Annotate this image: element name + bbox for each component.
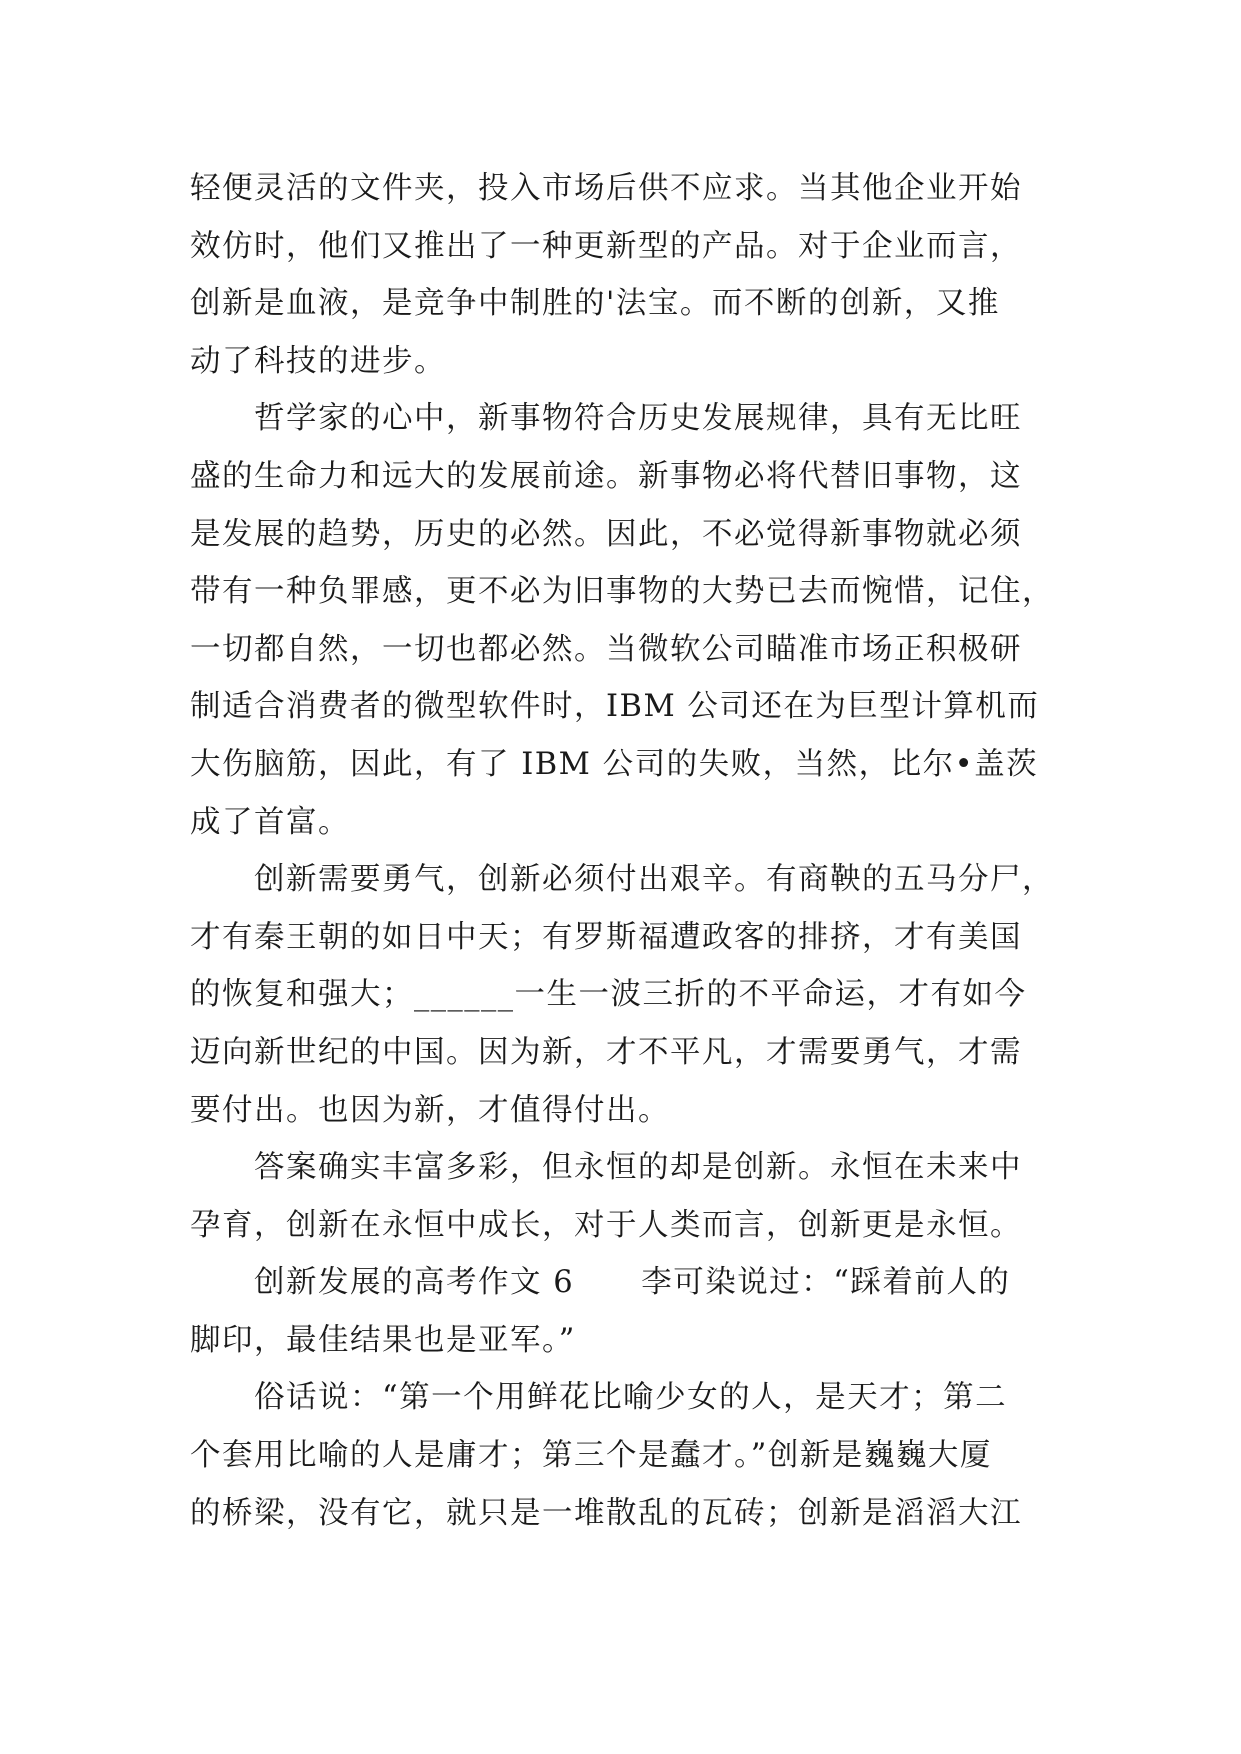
text-line: 迈向新世纪的中国。因为新，才不平凡，才需要勇气，才需 <box>190 1034 1022 1070</box>
text-line: 效仿时，他们又推出了一种更新型的产品。对于企业而言， <box>190 228 1022 264</box>
paragraph <box>190 1254 1070 1369</box>
text-line: 大伤脑筋，因此，有了 IBM 公司的失败，当然，比尔•盖茨 <box>190 746 1039 782</box>
text-line: 的恢复和强大；______一生一波三折的不平命运，才有如今 <box>190 977 1027 1013</box>
paragraph <box>190 1369 1070 1542</box>
text-line: 才有秦王朝的如日中天；有罗斯福遭政客的排挤，才有美国 <box>190 919 1022 955</box>
text-line: 要付出。也因为新，才值得付出。 <box>190 1092 670 1128</box>
text-line: 脚印，最佳结果也是亚军。” <box>190 1322 576 1358</box>
paragraph <box>190 160 1070 390</box>
text-line: 盛的生命力和远大的发展前途。新事物必将代替旧事物，这 <box>190 458 1022 494</box>
paragraph <box>190 1139 1070 1254</box>
text-line: 的桥梁，没有它，就只是一堆散乱的瓦砖；创新是滔滔大江 <box>190 1495 1022 1531</box>
text-line: 是发展的趋势，历史的必然。因此，不必觉得新事物就必须 <box>190 516 1022 552</box>
text-line: 创新发展的高考作文 6 李可染说过：“踩着前人的 <box>254 1265 1011 1301</box>
paragraph <box>190 851 1070 1139</box>
text-line: 带有一种负罪感，更不必为旧事物的大势已去而惋惜，记住， <box>190 574 1054 610</box>
text-line: 孕育，创新在永恒中成长，对于人类而言，创新更是永恒。 <box>190 1207 1022 1243</box>
text-line: 个套用比喻的人是庸才；第三个是蠢才。”创新是巍巍大厦 <box>190 1438 992 1474</box>
text-line: 轻便灵活的文件夹，投入市场后供不应求。当其他企业开始 <box>190 171 1022 206</box>
paragraph <box>190 390 1070 851</box>
text-line: 创新是血液，是竞争中制胜的'法宝。而不断的创新，又推 <box>190 286 1000 322</box>
text-line: 成了首富。 <box>190 804 350 840</box>
text-line: 一切都自然，一切也都必然。当微软公司瞄准市场正积极研 <box>190 631 1022 667</box>
text-line: 俗话说：“第一个用鲜花比喻少女的人，是天才；第二 <box>254 1380 1008 1416</box>
text-line: 创新需要勇气，创新必须付出艰辛。有商鞅的五马分尸， <box>254 862 1054 898</box>
body-text <box>190 160 1070 1542</box>
text-line: 答案确实丰富多彩，但永恒的却是创新。永恒在未来中 <box>254 1150 1022 1186</box>
text-line: 动了科技的进步。 <box>190 343 446 379</box>
text-line: 哲学家的心中，新事物符合历史发展规律，具有无比旺 <box>254 401 1022 437</box>
text-line: 制适合消费者的微型软件时，IBM 公司还在为巨型计算机而 <box>190 689 1040 725</box>
